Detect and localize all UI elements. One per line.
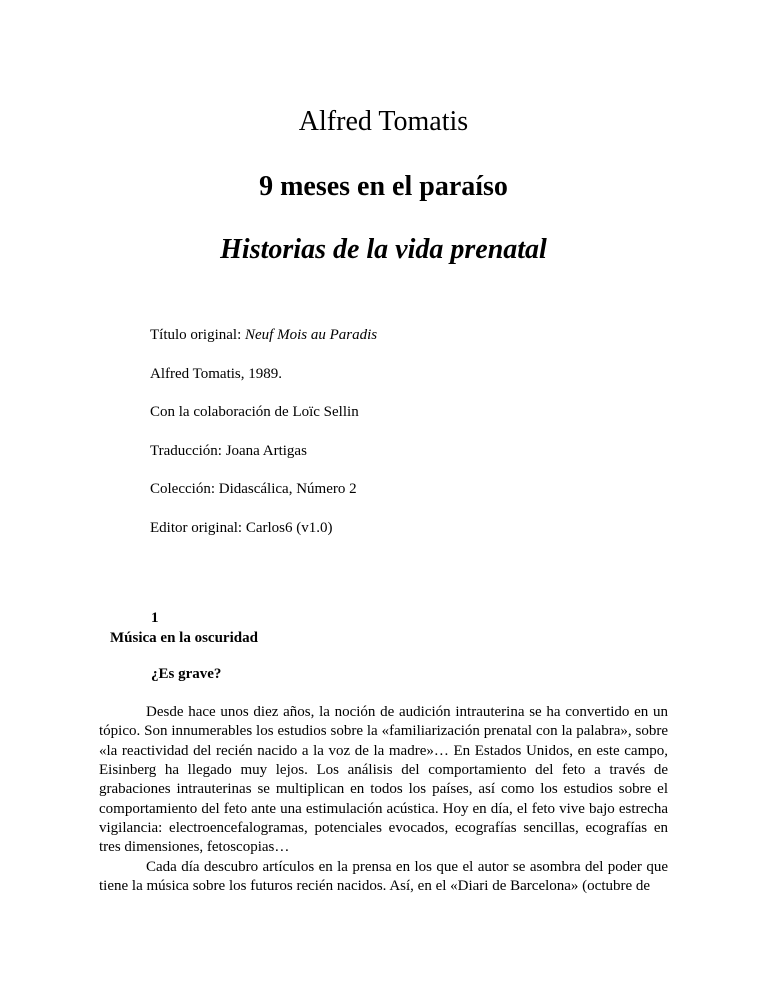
body-paragraph-2: Cada día descubro artículos en la prensa en los que el autor se asombra del poder que tiene la música sobre los futuros recién nacidos. Así, en el «Diari de Barcelona» (octubre de [99, 858, 668, 894]
book-title: 9 meses en el paraíso [259, 171, 508, 202]
metadata-original-title [150, 326, 668, 345]
section-heading: ¿Es grave? [151, 665, 222, 682]
metadata-block [150, 326, 668, 538]
metadata-original-title-label: Título original: [150, 327, 245, 343]
metadata-author-year: Alfred Tomatis, 1989. [150, 365, 282, 382]
chapter-heading-block [99, 609, 668, 648]
metadata-translation: Traducción: Joana Artigas [150, 442, 307, 459]
body-text-block [99, 703, 668, 896]
book-author: Alfred Tomatis [298, 106, 469, 137]
metadata-original-title-value: Neuf Mois au Paradis [245, 327, 378, 343]
metadata-collection: Colección: Didascálica, Número 2 [150, 481, 357, 498]
chapter-number: 1 [151, 610, 159, 627]
metadata-collaboration: Con la colaboración de Loïc Sellin [150, 404, 359, 421]
book-subtitle: Historias de la vida prenatal [220, 234, 547, 265]
metadata-editor: Editor original: Carlos6 (v1.0) [150, 519, 333, 536]
chapter-title: Música en la oscuridad [110, 629, 258, 646]
body-paragraph-1: Desde hace unos diez años, la noción de audición intrauterina se ha convertido en un tópico. Son innumerables los estudios sobre la «familiarización prenatal con la palabra», sobre «la reactividad del recién nacido a la voz de la madre»… En Estados Unidos, en este campo, Eisinberg ha llegado muy lejos. Los análisis del comportamiento del feto a través de grabaciones intrauterinas se multiplican en todos los países, así como los estudios sobre el comportamiento del feto ante una estimulación acústica. Hoy en día, el feto vive bajo estrecha vigilancia: electroencefalogramas, potenciales evocados, ecografías sencillas, ecografías en tres dimensiones, fetoscopias… [99, 704, 668, 856]
